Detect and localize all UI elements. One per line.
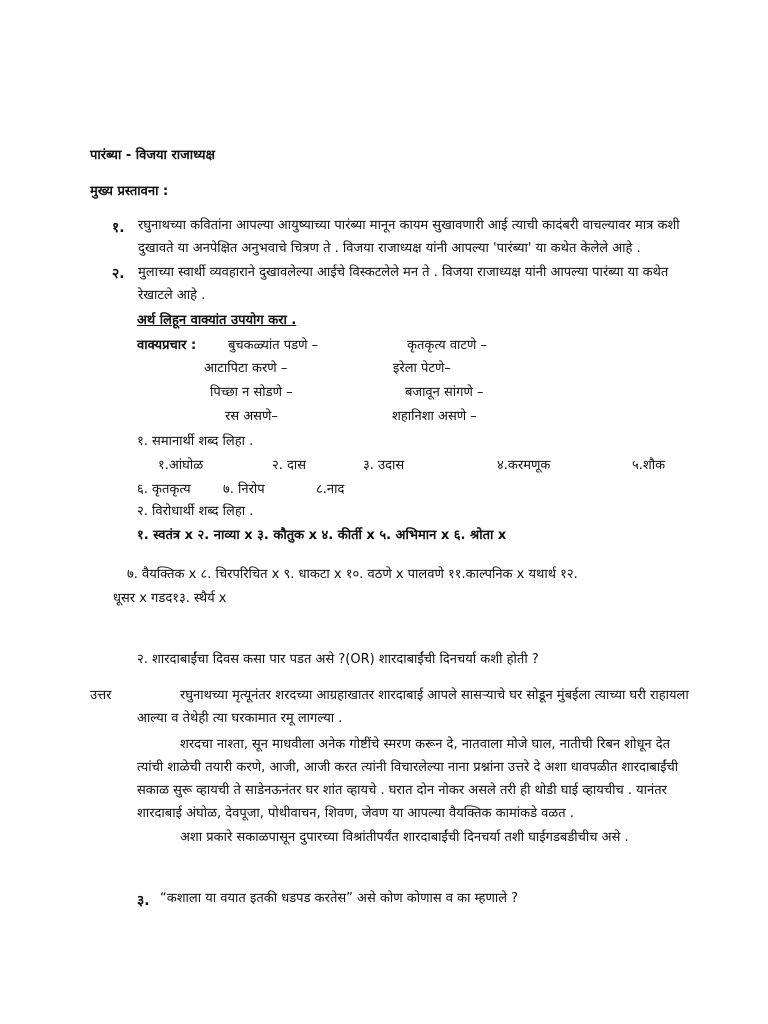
intro-heading: मुख्य प्रस्तावना : [90,184,169,199]
answer-line: रघुनाथच्या मृत्यूनंतर शरदच्या आग्रहाखातर शारदाबाई आपले सासऱ्याचे घर सोडून मुंबईला त्याच्या घरी राहायला [180,688,689,703]
vocab-item: रस असणे– [225,409,278,424]
vocab-item: बजावून सांगणे – [405,385,484,400]
vocab-item: आटापिटा करणे – [204,361,288,376]
answer-label: उत्तर [90,688,112,703]
vocab-item: पिच्छा न सोडणे – [210,385,293,400]
antonyms-line: ७. वैयक्तिक x ८. चिरपरिचित x ९. धाकटा x १०. वठणे x पालवणे ११.काल्पनिक x यथार्थ १२. [127,567,578,582]
question-3: “कशाला या वयात इतकी धडपड करतेस” असे कोण कोणास व का म्हणाले ? [160,891,519,906]
intro-item-line: रेखाटले आहे . [138,288,206,303]
vocab-item: कृतकृत्य वाटणे – [407,338,487,353]
antonyms-heading: २. विरोधार्थी शब्द लिहा . [137,504,254,519]
intro-item-line: मुलाच्या स्वार्थी व्यवहाराने दुखावलेल्या आईचे विस्कटलेले मन ते . विजया राजाध्यक्ष यांनी आपल्या पारंब्या या कथेत [138,265,669,280]
synonyms-heading: १. समानार्थी शब्द लिहा . [137,434,254,449]
page-title: पारंब्या - विजया राजाध्यक्ष [90,148,215,163]
vocab-heading: अर्थ लिहून वाक्यांत उपयोग करा . [137,313,297,328]
vocab-item: बुचकळ्यांत पडणे – [228,338,319,353]
question-3-num: ३. [137,893,150,909]
intro-item-num: १. [112,220,125,236]
vocab-item: इरेला पेटणे– [393,361,451,376]
antonyms-line: १. स्वतंत्र x २. नाव्या x ३. कौतुक x ४. कीर्ती x ५. अभिमान x ६. श्रोता x [137,528,507,543]
synonym-item: ५.शौक [632,458,666,473]
synonym-item: ८.नाद [316,482,345,497]
intro-item-line: दुखावते या अनपेक्षित अनुभवाचे चित्रण ते . विजया राजाध्यक्ष यांनी आपल्या 'पारंब्या' या कथेत केलेले आहे . [138,241,641,256]
synonym-item: ६. कृतकृत्य [137,482,191,497]
antonyms-line: धूसर x गडद१३. स्थैर्य x [113,591,227,606]
answer-line: अशा प्रकारे सकाळपासून दुपारच्या विश्रांतीपर्यंत शारदाबाईंची दिनचर्या तशी घाईगडबडीचीच असे . [180,830,629,845]
vocab-item: शहानिशा असणे – [392,409,477,424]
question-2: २. शारदाबाईंचा दिवस कसा पार पडत असे ?(OR) शारदाबाईंची दिनचर्या कशी होती ? [137,652,539,667]
synonym-item: १.आंघोळ [158,458,204,473]
synonym-item: २. दास [272,458,307,473]
vocab-label: वाक्यप्रचार : [137,338,197,353]
answer-line: सकाळ सुरू व्हायची ते साडेनऊनंतर घर शांत व्हायचे . घरात दोन नोकर असले तरी ही थोडी घाई व्हायचीच . यानंतर [137,783,667,798]
answer-line: आल्या व तेथेही त्या घरकामात रमू लागल्या . [137,711,343,726]
synonym-item: ३. उदास [363,458,405,473]
synonym-item: ७. निरोप [223,482,265,497]
intro-item-num: २. [112,266,125,282]
answer-line: शारदाबाई अंघोळ, देवपूजा, पोथीवाचन, शिवण, जेवण या आपल्या वैयक्तिक कामांकडे वळत . [137,806,574,821]
synonym-item: ४.करमणूक [497,458,551,473]
intro-item-line: रघुनाथच्या कवितांना आपल्या आयुष्याच्या पारंब्या मानून कायम सुखावणारी आई त्याची कादंबरी वाचल्यावर मात्र कशी [138,218,680,233]
answer-line: त्यांची शाळेची तयारी करणे, आजी, आजी करत त्यांनी विचारलेल्या नाना प्रश्नांना उत्तरे दे अशा धावपळीत शारदाबाईंची [137,760,679,775]
answer-line: शरदचा नाश्ता, सून माधवीला अनेक गोष्टींचे स्मरण करून दे, नातवाला मोजे घाल, नातीची रिबन शोधून देत [180,737,671,752]
